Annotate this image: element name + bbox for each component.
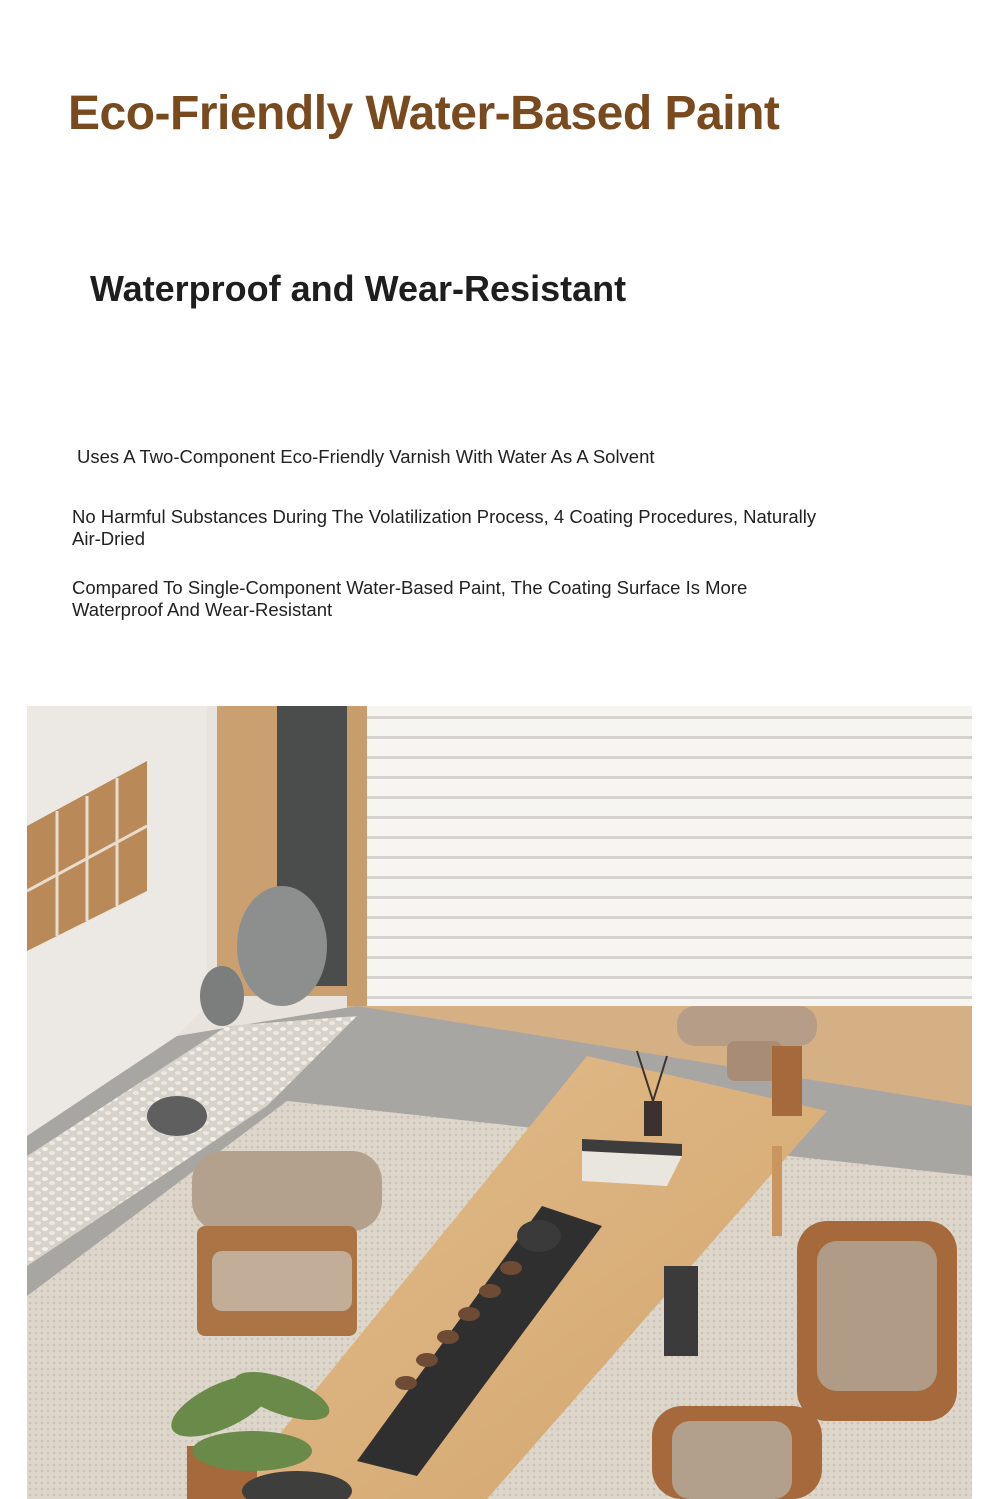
page-title: Eco-Friendly Water-Based Paint <box>68 87 780 140</box>
dining-room-photo <box>27 706 972 1499</box>
feature-list <box>72 446 832 621</box>
section-subtitle: Waterproof and Wear-Resistant <box>90 268 627 309</box>
feature-item: No Harmful Substances During The Volatilization Process, 4 Coating Procedures, Naturally Air-Dried <box>72 506 817 549</box>
blind-slats <box>367 716 972 999</box>
chair <box>652 1406 822 1499</box>
feature-item: Uses A Two-Component Eco-Friendly Varnish With Water As A Solvent <box>77 446 655 467</box>
chair <box>797 1221 957 1421</box>
feature-item: Compared To Single-Component Water-Based Paint, The Coating Surface Is More Waterproof And Wear-Resistant <box>72 577 748 620</box>
